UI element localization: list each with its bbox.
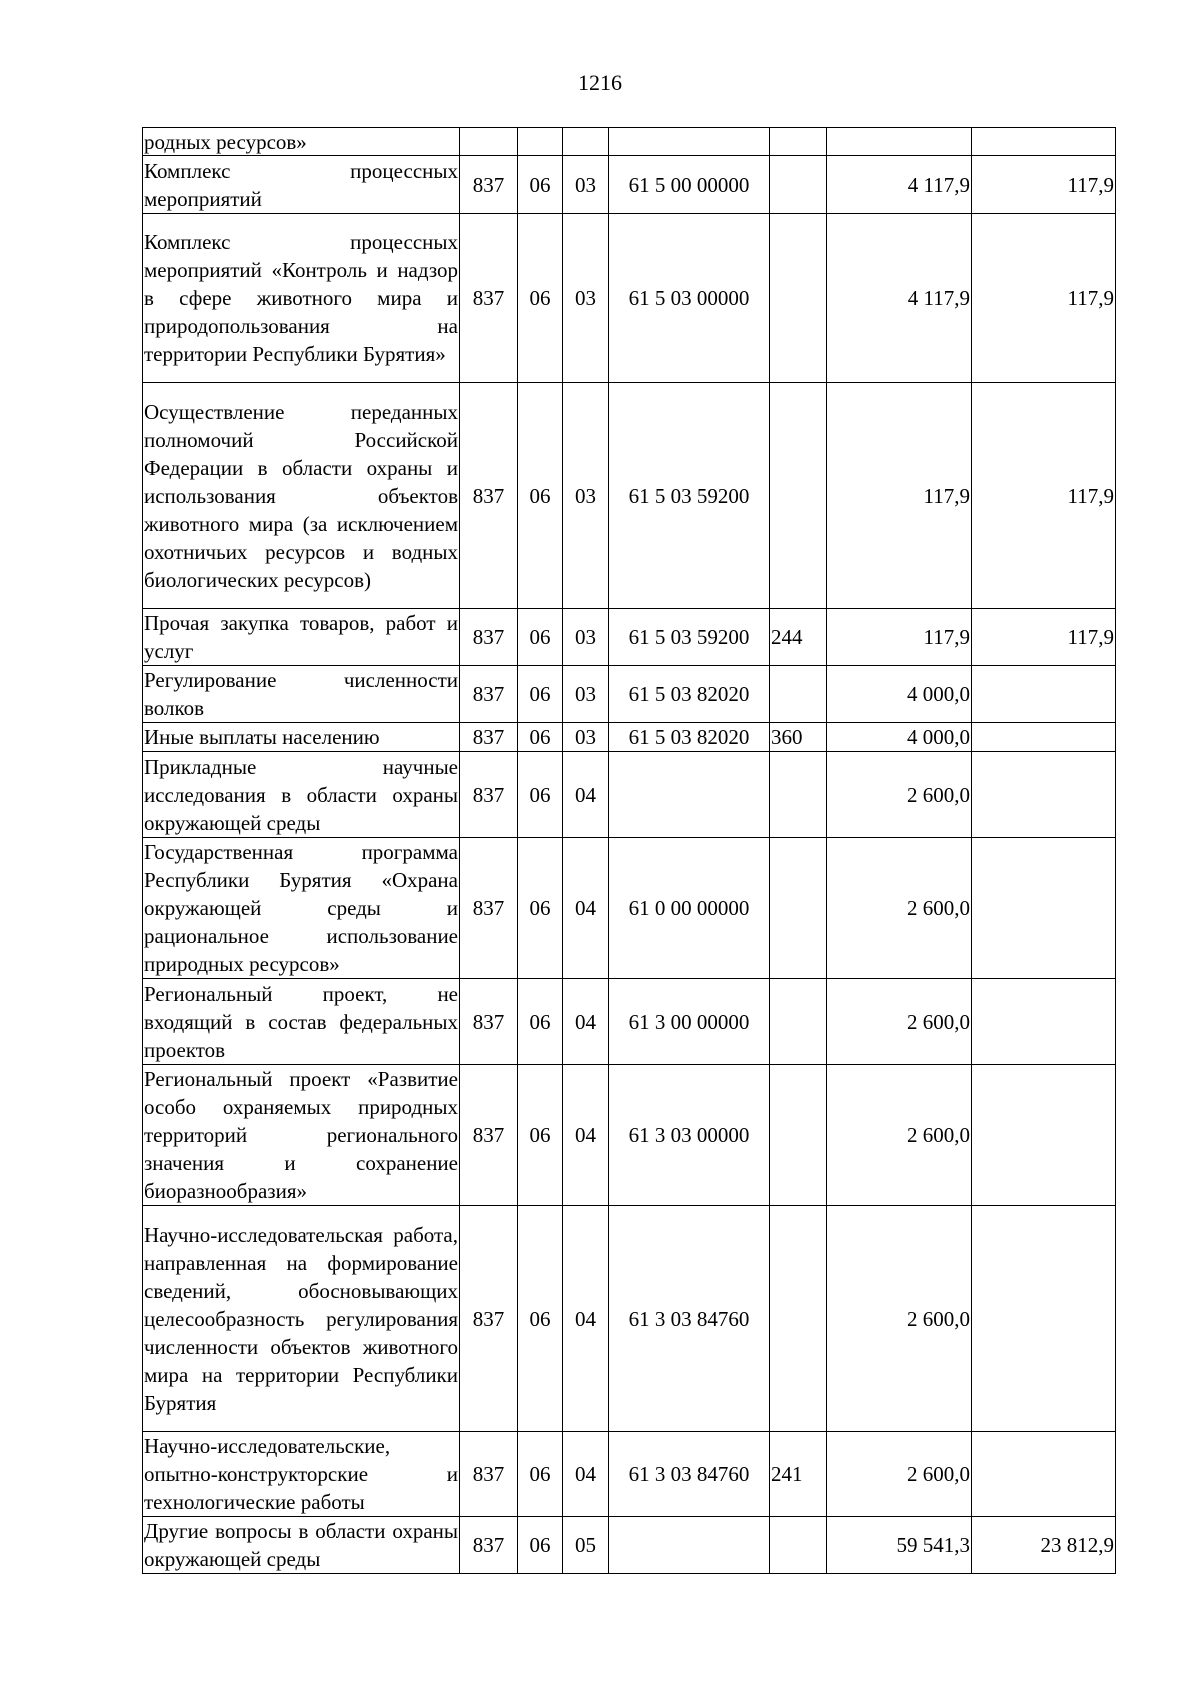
row-name-cell: Прикладные научные исследования в области охраны окружающей среды bbox=[143, 752, 460, 838]
subsection-code-cell: 04 bbox=[563, 979, 609, 1065]
section-code-cell: 06 bbox=[518, 609, 563, 666]
amount-federal-cell: 117,9 bbox=[972, 156, 1116, 214]
table-row bbox=[143, 1432, 1116, 1517]
amount-total-cell: 4 117,9 bbox=[827, 156, 972, 214]
amount-total-cell: 4 000,0 bbox=[827, 723, 972, 752]
amount-total-cell: 4 117,9 bbox=[827, 214, 972, 383]
subsection-code-cell: 04 bbox=[563, 1432, 609, 1517]
table-row bbox=[143, 666, 1116, 723]
subsection-code-cell: 04 bbox=[563, 1206, 609, 1432]
expense-type-cell bbox=[770, 752, 827, 838]
expense-type-cell bbox=[770, 214, 827, 383]
amount-total-cell bbox=[827, 128, 972, 156]
section-code-cell: 06 bbox=[518, 383, 563, 609]
amount-federal-cell: 117,9 bbox=[972, 383, 1116, 609]
expense-type-cell bbox=[770, 979, 827, 1065]
amount-federal-cell bbox=[972, 979, 1116, 1065]
amount-federal-cell: 117,9 bbox=[972, 214, 1116, 383]
section-code-cell: 06 bbox=[518, 1432, 563, 1517]
row-name-cell: Научно-исследовательские, опытно-конструкторские и технологические работы bbox=[143, 1432, 460, 1517]
target-article-cell: 61 3 03 84760 bbox=[609, 1206, 770, 1432]
row-name-cell: Регулирование численности волков bbox=[143, 666, 460, 723]
target-article-cell: 61 3 03 84760 bbox=[609, 1432, 770, 1517]
row-name-cell: Региональный проект «Развитие особо охраняемых природных территорий регионального значения и сохранение биоразнообразия» bbox=[143, 1065, 460, 1206]
expense-type-cell bbox=[770, 666, 827, 723]
ministry-code-cell: 837 bbox=[460, 838, 518, 979]
table-row bbox=[143, 214, 1116, 383]
expense-type-cell bbox=[770, 1517, 827, 1574]
amount-total-cell: 59 541,3 bbox=[827, 1517, 972, 1574]
ministry-code-cell: 837 bbox=[460, 156, 518, 214]
ministry-code-cell: 837 bbox=[460, 1517, 518, 1574]
subsection-code-cell bbox=[563, 128, 609, 156]
subsection-code-cell: 03 bbox=[563, 723, 609, 752]
budget-table bbox=[142, 127, 1116, 1574]
subsection-code-cell: 03 bbox=[563, 666, 609, 723]
target-article-cell: 61 5 03 82020 bbox=[609, 666, 770, 723]
table-row bbox=[143, 1517, 1116, 1574]
section-code-cell: 06 bbox=[518, 1206, 563, 1432]
amount-total-cell: 2 600,0 bbox=[827, 752, 972, 838]
subsection-code-cell: 03 bbox=[563, 609, 609, 666]
target-article-cell bbox=[609, 128, 770, 156]
amount-federal-cell bbox=[972, 1206, 1116, 1432]
target-article-cell: 61 5 03 82020 bbox=[609, 723, 770, 752]
row-name-cell: Осуществление переданных полномочий Российской Федерации в области охраны и использования объектов животного мира (за исключением охотничьих ресурсов и водных биологических ресурсов) bbox=[143, 383, 460, 609]
target-article-cell bbox=[609, 752, 770, 838]
ministry-code-cell bbox=[460, 128, 518, 156]
ministry-code-cell: 837 bbox=[460, 1206, 518, 1432]
target-article-cell: 61 3 03 00000 bbox=[609, 1065, 770, 1206]
row-name-cell: Комплекс процессных мероприятий bbox=[143, 156, 460, 214]
target-article-cell bbox=[609, 1517, 770, 1574]
table-row bbox=[143, 1206, 1116, 1432]
table-row bbox=[143, 609, 1116, 666]
amount-total-cell: 117,9 bbox=[827, 609, 972, 666]
row-name-cell: Региональный проект, не входящий в состав федеральных проектов bbox=[143, 979, 460, 1065]
amount-total-cell: 2 600,0 bbox=[827, 1432, 972, 1517]
section-code-cell: 06 bbox=[518, 156, 563, 214]
amount-federal-cell bbox=[972, 1065, 1116, 1206]
table-row bbox=[143, 383, 1116, 609]
ministry-code-cell: 837 bbox=[460, 723, 518, 752]
row-name-cell: Иные выплаты населению bbox=[143, 723, 460, 752]
page-number: 1216 bbox=[578, 70, 622, 95]
amount-total-cell: 2 600,0 bbox=[827, 838, 972, 979]
expense-type-cell: 244 bbox=[770, 609, 827, 666]
section-code-cell: 06 bbox=[518, 666, 563, 723]
row-name-cell: Прочая закупка товаров, работ и услуг bbox=[143, 609, 460, 666]
section-code-cell: 06 bbox=[518, 1517, 563, 1574]
table-row bbox=[143, 838, 1116, 979]
expense-type-cell bbox=[770, 838, 827, 979]
subsection-code-cell: 05 bbox=[563, 1517, 609, 1574]
expense-type-cell bbox=[770, 128, 827, 156]
subsection-code-cell: 04 bbox=[563, 838, 609, 979]
amount-total-cell: 2 600,0 bbox=[827, 1065, 972, 1206]
amount-total-cell: 2 600,0 bbox=[827, 1206, 972, 1432]
section-code-cell: 06 bbox=[518, 752, 563, 838]
expense-type-cell bbox=[770, 156, 827, 214]
ministry-code-cell: 837 bbox=[460, 979, 518, 1065]
ministry-code-cell: 837 bbox=[460, 383, 518, 609]
target-article-cell: 61 5 03 00000 bbox=[609, 214, 770, 383]
target-article-cell: 61 3 00 00000 bbox=[609, 979, 770, 1065]
amount-federal-cell: 117,9 bbox=[972, 609, 1116, 666]
table-row bbox=[143, 1065, 1116, 1206]
table-row bbox=[143, 979, 1116, 1065]
row-name-cell: родных ресурсов» bbox=[143, 128, 460, 156]
section-code-cell: 06 bbox=[518, 723, 563, 752]
subsection-code-cell: 03 bbox=[563, 383, 609, 609]
section-code-cell: 06 bbox=[518, 1065, 563, 1206]
amount-federal-cell bbox=[972, 723, 1116, 752]
section-code-cell: 06 bbox=[518, 979, 563, 1065]
ministry-code-cell: 837 bbox=[460, 1065, 518, 1206]
section-code-cell bbox=[518, 128, 563, 156]
table-body bbox=[143, 128, 1116, 1574]
ministry-code-cell: 837 bbox=[460, 1432, 518, 1517]
amount-federal-cell bbox=[972, 1432, 1116, 1517]
amount-total-cell: 4 000,0 bbox=[827, 666, 972, 723]
ministry-code-cell: 837 bbox=[460, 666, 518, 723]
section-code-cell: 06 bbox=[518, 214, 563, 383]
amount-federal-cell bbox=[972, 128, 1116, 156]
target-article-cell: 61 5 00 00000 bbox=[609, 156, 770, 214]
row-name-cell: Комплекс процессных мероприятий «Контроль и надзор в сфере животного мира и природопользования на территории Республики Бурятия» bbox=[143, 214, 460, 383]
ministry-code-cell: 837 bbox=[460, 752, 518, 838]
amount-federal-cell bbox=[972, 752, 1116, 838]
subsection-code-cell: 03 bbox=[563, 214, 609, 383]
table-row bbox=[143, 723, 1116, 752]
ministry-code-cell: 837 bbox=[460, 214, 518, 383]
amount-federal-cell bbox=[972, 838, 1116, 979]
target-article-cell: 61 5 03 59200 bbox=[609, 609, 770, 666]
expense-type-cell: 360 bbox=[770, 723, 827, 752]
target-article-cell: 61 5 03 59200 bbox=[609, 383, 770, 609]
table-row bbox=[143, 156, 1116, 214]
amount-total-cell: 2 600,0 bbox=[827, 979, 972, 1065]
expense-type-cell bbox=[770, 383, 827, 609]
expense-type-cell bbox=[770, 1206, 827, 1432]
table-row bbox=[143, 128, 1116, 156]
amount-federal-cell bbox=[972, 666, 1116, 723]
amount-federal-cell: 23 812,9 bbox=[972, 1517, 1116, 1574]
row-name-cell: Другие вопросы в области охраны окружающей среды bbox=[143, 1517, 460, 1574]
subsection-code-cell: 04 bbox=[563, 1065, 609, 1206]
expense-type-cell bbox=[770, 1065, 827, 1206]
table-row bbox=[143, 752, 1116, 838]
expense-type-cell: 241 bbox=[770, 1432, 827, 1517]
ministry-code-cell: 837 bbox=[460, 609, 518, 666]
subsection-code-cell: 03 bbox=[563, 156, 609, 214]
row-name-cell: Научно-исследовательская работа, направленная на формирование сведений, обосновывающих целесообразность регулирования численности объектов животного мира на территории Республики Бурятия bbox=[143, 1206, 460, 1432]
amount-total-cell: 117,9 bbox=[827, 383, 972, 609]
row-name-cell: Государственная программа Республики Бурятия «Охрана окружающей среды и рациональное использование природных ресурсов» bbox=[143, 838, 460, 979]
section-code-cell: 06 bbox=[518, 838, 563, 979]
subsection-code-cell: 04 bbox=[563, 752, 609, 838]
target-article-cell: 61 0 00 00000 bbox=[609, 838, 770, 979]
